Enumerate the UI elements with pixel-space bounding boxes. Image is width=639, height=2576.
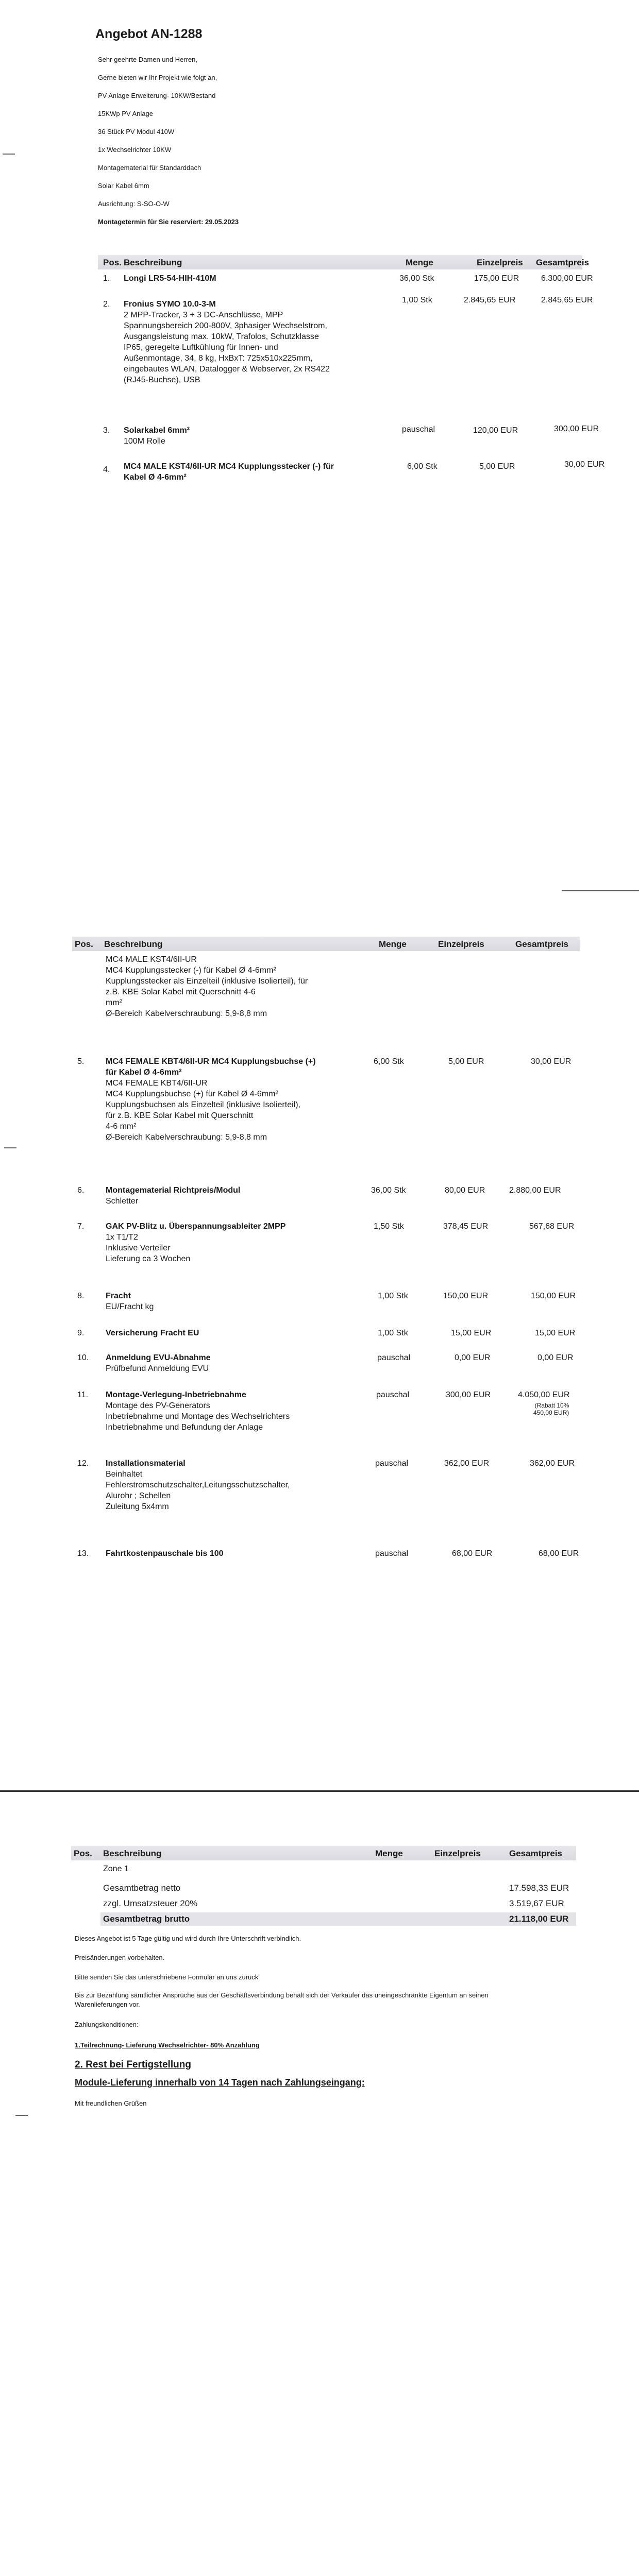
row-name: MC4 MALE KST4/6II-UR MC4 Kupplungsstecker (-) für: [124, 462, 334, 471]
intro-line: Ausrichtung: S-SO-O-W: [98, 200, 170, 208]
row-name: Fahrtkostenpauschale bis 100: [106, 1549, 224, 1558]
page-separator: [0, 1790, 639, 1792]
row-name: Fronius SYMO 10.0-3-M: [124, 300, 216, 309]
payment-term-1: 1.Teilrechnung- Lieferung Wechselrichter- 80% Anzahlung: [75, 2041, 260, 2049]
offer-intro: [98, 50, 239, 231]
row-detail: MC4 Kupplungsstecker (-) für Kabel Ø 4-6mm²: [106, 966, 276, 975]
row-total: 6.300,00 EUR: [541, 274, 593, 283]
row-total: 150,00 EUR: [531, 1292, 576, 1300]
row-detail: IP65, geregelte Luftkühlung für Innen- und: [124, 343, 278, 352]
row-name: Longi LR5-54-HIH-410M: [124, 274, 216, 283]
discount-note: [533, 1402, 569, 1416]
row-qty: 36,00 Stk: [399, 274, 434, 283]
discount-note-line: (Rabatt 10%: [534, 1402, 569, 1409]
header-unit-price: Einzelpreis: [438, 939, 484, 949]
row-pos: 1.: [103, 274, 110, 283]
row-description: [106, 1221, 285, 1264]
row-description: [106, 954, 308, 1019]
row-detail: Inbetriebnahme und Befundung der Anlage: [106, 1423, 263, 1432]
payment-terms-label: Zahlungskonditionen:: [75, 2021, 139, 2028]
row-unit-price: 68,00 EUR: [452, 1549, 493, 1558]
row-unit-price: 150,00 EUR: [443, 1292, 489, 1300]
row-qty: pauschal: [375, 1549, 409, 1558]
row-name-cont: Kabel Ø 4-6mm²: [124, 473, 187, 482]
header-description: Beschreibung: [103, 1849, 162, 1858]
row-total: 15,00 EUR: [535, 1329, 576, 1337]
row-detail: (RJ45-Buchse), USB: [124, 376, 200, 384]
module-delivery-note: Module-Lieferung innerhalb von 14 Tagen nach Zahlungseingang:: [75, 2077, 365, 2088]
validity-note: Dieses Angebot ist 5 Tage gültig und wird durch Ihre Unterschrift verbindlich.: [75, 1935, 301, 1942]
ownership-note: Bis zur Bezahlung sämtlicher Ansprüche aus der Geschäftsverbindung behält sich der Verkäufer das uneingeschränkte Eigentum an seinen: [75, 1991, 489, 1999]
row-qty: 36,00 Stk: [371, 1186, 406, 1195]
row-detail: Kupplungsstecker als Einzelteil (inklusive Isolierteil), für: [106, 977, 308, 986]
table-header: [98, 255, 589, 269]
row-unit-price: 378,45 EUR: [443, 1222, 489, 1231]
header-pos: Pos.: [103, 258, 122, 267]
row-detail: MC4 MALE KST4/6II-UR: [106, 955, 197, 964]
row-unit-price: 0,00 EUR: [455, 1353, 491, 1362]
row-qty: 1,00 Stk: [378, 1292, 408, 1300]
price-change-note: Preisänderungen vorbehalten.: [75, 1954, 165, 1961]
row-detail: z.B. KBE Solar Kabel mit Querschnitt 4-6: [106, 988, 256, 996]
row-total: 2.880,00 EUR: [509, 1186, 561, 1195]
row-detail: 2 MPP-Tracker, 3 + 3 DC-Anschlüsse, MPP: [124, 311, 283, 319]
row-pos: 2.: [103, 300, 110, 309]
header-quantity: Menge: [406, 258, 433, 267]
offer-title: Angebot AN-1288: [95, 27, 203, 41]
header-total: Gesamtpreis: [515, 939, 568, 949]
total-gross-label: Gesamtbetrag brutto: [103, 1914, 190, 1924]
intro-line: PV Anlage Erweiterung- 10KW/Bestand: [98, 92, 216, 99]
row-detail: Ø-Bereich Kabelverschraubung: 5,9-8,8 mm: [106, 1133, 267, 1142]
row-description: [124, 299, 330, 385]
total-gross-value: 21.118,00 EUR: [509, 1914, 569, 1924]
row-pos: 11.: [77, 1391, 89, 1399]
row-qty: pauschal: [402, 425, 435, 434]
vat-value: 3.519,67 EUR: [509, 1899, 564, 1908]
row-total: 68,00 EUR: [539, 1549, 579, 1558]
row-detail: Inbetriebnahme und Montage des Wechselrichters: [106, 1412, 290, 1421]
row-name: MC4 FEMALE KBT4/6II-UR MC4 Kupplungsbuchse (+): [106, 1057, 316, 1066]
ownership-note-cont: Warenlieferungen vor.: [75, 2001, 140, 2008]
total-net-value: 17.598,33 EUR: [509, 1883, 569, 1893]
table-header: [71, 1846, 576, 1860]
row-detail: Außenmontage, 34, 8 kg, HxBxT: 725x510x225mm,: [124, 354, 313, 363]
row-name: Installationsmaterial: [106, 1459, 186, 1468]
row-name: GAK PV-Blitz u. Überspannungsableiter 2MPP: [106, 1222, 286, 1231]
row-pos: 12.: [77, 1459, 89, 1468]
row-qty: pauschal: [375, 1459, 409, 1468]
row-total: 0,00 EUR: [537, 1353, 574, 1362]
row-unit-price: 362,00 EUR: [444, 1459, 490, 1468]
intro-line: Montagematerial für Standarddach: [98, 164, 201, 172]
row-qty: 1,00 Stk: [378, 1329, 408, 1337]
row-description: [106, 1185, 240, 1207]
row-qty: 1,50 Stk: [374, 1222, 404, 1231]
row-detail: mm²: [106, 998, 122, 1007]
header-total: Gesamtpreis: [536, 258, 589, 267]
row-unit-price: 2.845,65 EUR: [464, 296, 516, 304]
row-total: 567,68 EUR: [529, 1222, 575, 1231]
row-detail: Beinhaltet: [106, 1470, 143, 1479]
row-qty: 6,00 Stk: [374, 1057, 404, 1066]
row-description: [106, 1352, 211, 1374]
intro-line: Gerne bieten wir Ihr Projekt wie folgt an,: [98, 74, 217, 81]
row-description: [106, 1056, 316, 1143]
header-unit-price: Einzelpreis: [434, 1849, 481, 1858]
row-detail: Kupplungsbuchsen als Einzelteil (inklusive Isolierteil),: [106, 1100, 300, 1109]
intro-line: 36 Stück PV Modul 410W: [98, 128, 175, 135]
row-pos: 8.: [77, 1292, 85, 1300]
row-name: Solarkabel 6mm²: [124, 426, 190, 435]
row-detail: Spannungsbereich 200-800V, 3phasiger Wechselstrom,: [124, 321, 327, 330]
page-separator: [562, 890, 639, 891]
row-detail: 100M Rolle: [124, 437, 165, 446]
row-name: Montage-Verlegung-Inbetriebnahme: [106, 1391, 246, 1399]
row-unit-price: 80,00 EUR: [445, 1186, 485, 1195]
row-qty: 1,00 Stk: [402, 296, 432, 304]
total-net-row: [100, 1882, 576, 1895]
row-description: [106, 1389, 290, 1433]
header-description: Beschreibung: [124, 258, 182, 267]
row-detail: eingebautes WLAN, Datalogger & Webserver, 2x RS422: [124, 365, 330, 374]
row-pos: 7.: [77, 1222, 85, 1231]
intro-line: 15KWp PV Anlage: [98, 110, 153, 117]
row-detail: MC4 FEMALE KBT4/6II-UR: [106, 1079, 208, 1088]
header-description: Beschreibung: [104, 939, 163, 949]
row-name: Anmeldung EVU-Abnahme: [106, 1353, 211, 1362]
row-name: Montagematerial Richtpreis/Modul: [106, 1186, 241, 1195]
header-quantity: Menge: [379, 939, 407, 949]
header-quantity: Menge: [375, 1849, 403, 1858]
row-total: 2.845,65 EUR: [541, 296, 593, 304]
total-net-label: Gesamtbetrag netto: [103, 1883, 181, 1893]
row-pos: 3.: [103, 426, 110, 435]
discount-note-line: 450,00 EUR): [533, 1409, 569, 1416]
row-detail: 1x T1/T2: [106, 1233, 138, 1242]
intro-line: Solar Kabel 6mm: [98, 182, 149, 190]
return-form-note: Bitte senden Sie das unterschriebene Formular an uns zurück: [75, 1973, 259, 1981]
intro-line-reservation: Montagetermin für Sie reserviert: 29.05.2023: [98, 218, 239, 226]
row-detail: Alurohr ; Schellen: [106, 1492, 171, 1500]
row-name: Fracht: [106, 1292, 131, 1300]
row-pos: 13.: [77, 1549, 89, 1558]
intro-line: Sehr geehrte Damen und Herren,: [98, 56, 197, 63]
row-unit-price: 5,00 EUR: [448, 1057, 484, 1066]
row-description: [124, 461, 334, 483]
row-detail: Ø-Bereich Kabelverschraubung: 5,9-8,8 mm: [106, 1009, 267, 1018]
row-description: [106, 1291, 154, 1312]
payment-term-2: 2. Rest bei Fertigstellung: [75, 2059, 191, 2070]
row-detail: Fehlerstromschutzschalter,Leitungsschutzschalter,: [106, 1481, 290, 1489]
row-description: [124, 425, 190, 447]
row-unit-price: 175,00 EUR: [474, 274, 519, 283]
row-detail: MC4 Kupplungsbuchse (+) für Kabel Ø 4-6mm²: [106, 1090, 278, 1098]
row-name: Versicherung Fracht EU: [106, 1329, 199, 1337]
row-pos: 4.: [103, 465, 110, 474]
header-total: Gesamtpreis: [509, 1849, 562, 1858]
header-unit-price: Einzelpreis: [477, 258, 523, 267]
row-pos: 5.: [77, 1057, 85, 1066]
row-detail: Zuleitung 5x4mm: [106, 1502, 169, 1511]
row-description: [106, 1458, 290, 1512]
header-pos: Pos.: [75, 939, 93, 949]
row-total: 300,00 EUR: [554, 425, 599, 433]
row-detail: Lieferung ca 3 Wochen: [106, 1255, 191, 1263]
intro-line: 1x Wechselrichter 10KW: [98, 146, 172, 154]
vat-label: zzgl. Umsatzsteuer 20%: [103, 1899, 198, 1908]
row-name-cont: für Kabel Ø 4-6mm²: [106, 1068, 182, 1077]
row-pos: 10.: [77, 1353, 89, 1362]
row-detail: Ausgangsleistung max. 10kW, Trafolos, Schutzklasse: [124, 332, 319, 341]
table-header: [72, 937, 580, 951]
row-total: 30,00 EUR: [531, 1057, 571, 1066]
row-detail: Montage des PV-Generators: [106, 1401, 210, 1410]
row-detail: EU/Fracht kg: [106, 1302, 154, 1311]
row-detail: Inklusive Verteiler: [106, 1244, 171, 1252]
scan-mark: [4, 1147, 16, 1148]
row-qty: pauschal: [376, 1391, 410, 1399]
row-pos: 9.: [77, 1329, 85, 1337]
row-unit-price: 15,00 EUR: [451, 1329, 492, 1337]
row-unit-price: 120,00 EUR: [473, 426, 518, 435]
row-unit-price: 300,00 EUR: [446, 1391, 491, 1399]
row-detail: 4-6 mm²: [106, 1122, 137, 1131]
row-detail: für z.B. KBE Solar Kabel mit Querschnitt: [106, 1111, 254, 1120]
row-qty: pauschal: [377, 1353, 411, 1362]
scan-mark: [3, 154, 15, 155]
row-total: 30,00 EUR: [564, 460, 605, 469]
row-total: 4.050,00 EUR: [518, 1391, 570, 1399]
closing-greeting: Mit freundlichen Grüßen: [75, 2099, 147, 2107]
row-detail: Schletter: [106, 1197, 139, 1206]
zone-label: Zone 1: [103, 1865, 129, 1873]
total-gross-row: [100, 1912, 576, 1926]
vat-row: [100, 1897, 576, 1910]
scan-mark: [15, 2115, 28, 2116]
row-detail: Prüfbefund Anmeldung EVU: [106, 1364, 209, 1373]
row-pos: 6.: [77, 1186, 85, 1195]
row-unit-price: 5,00 EUR: [479, 462, 515, 471]
row-qty: 6,00 Stk: [407, 462, 438, 471]
header-pos: Pos.: [74, 1849, 92, 1858]
row-total: 362,00 EUR: [530, 1459, 575, 1468]
